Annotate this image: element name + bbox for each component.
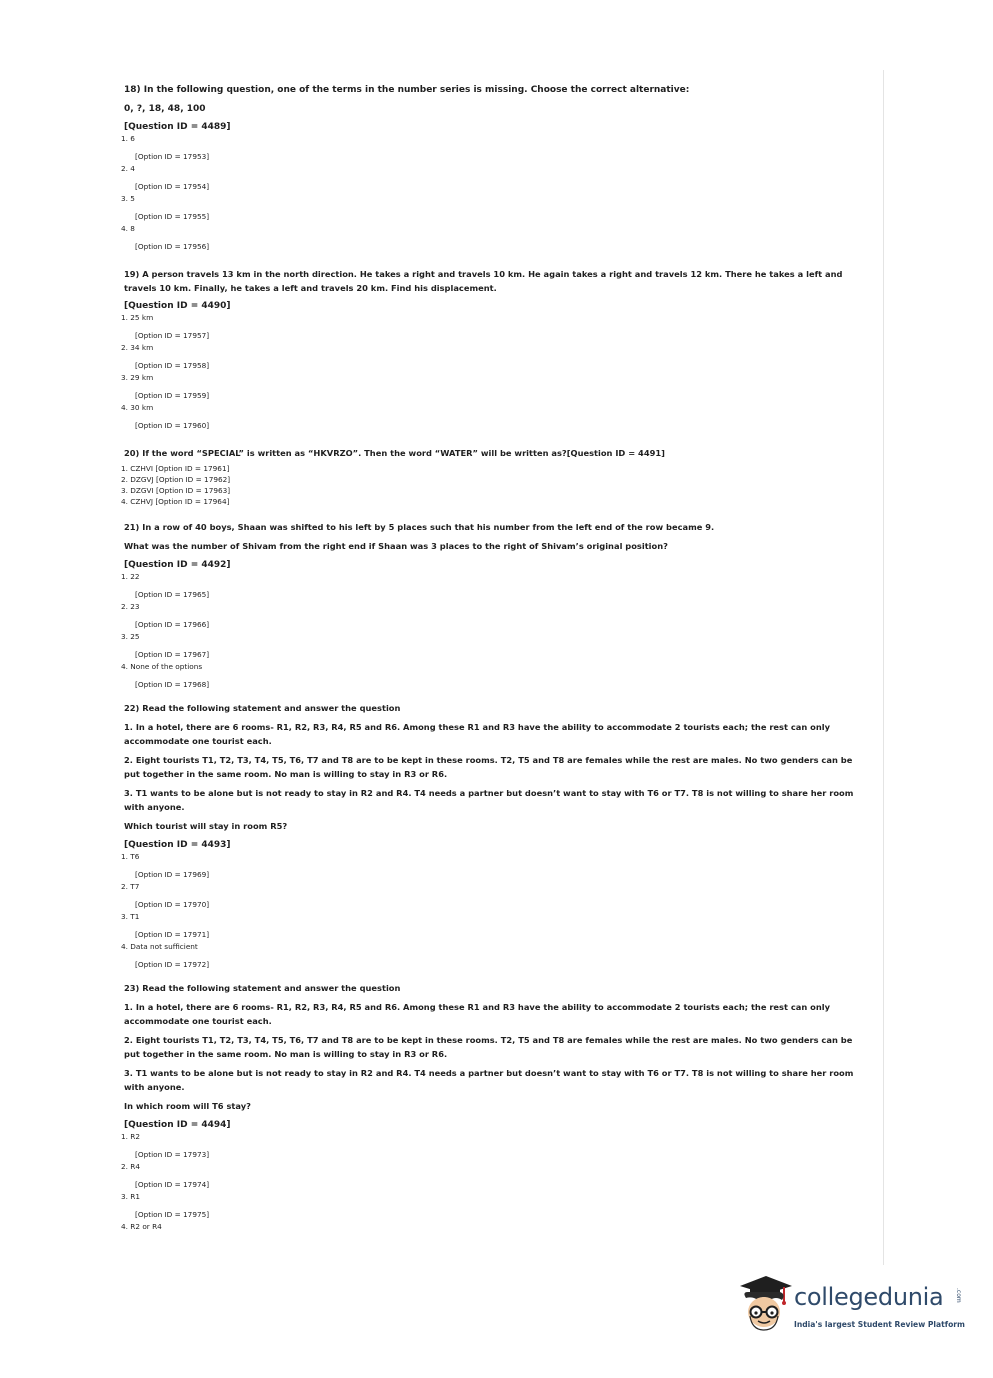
statement-3: 3. T1 wants to be alone but is not ready to stay in R2 and R4. T4 needs a partner but doesn’t want to stay with T6 or T7. T8 is not willing to share her room with anyone. [124,788,854,812]
option-id: [Option ID = 17957] [135,331,210,340]
option-id: [Option ID = 17958] [135,361,210,370]
question-id: [Question ID = 4489] [124,122,231,132]
option-id: [Option ID = 17955] [135,212,210,221]
student-mascot-icon [736,1272,792,1338]
option-label: 3. R1 [121,1191,140,1201]
question-id: [Question ID = 4490] [124,301,231,311]
option-label: 1. T6 [121,851,140,861]
option-label: 4. 30 km [121,403,154,412]
question-text: 18) In the following question, one of the terms in the number series is missing. Choose the correct alternative: [124,85,690,95]
option-label: 2. 23 [121,601,140,611]
option-id: [Option ID = 17972] [135,959,210,969]
question-19 [121,268,869,431]
statement-1: 1. In a hotel, there are 6 rooms- R1, R2, R3, R4, R5 and R6. Among these R1 and R3 have the ability to accommodate 2 tourists each; the rest can only accommodate one tourist each. [124,1002,831,1026]
page-edge [883,70,884,1265]
option-label: 4. None of the options [121,661,203,671]
option-id: [Option ID = 17966] [135,619,210,629]
option-id: [Option ID = 17959] [135,391,210,400]
question-subtext: What was the number of Shivam from the right end if Shaan was 3 places to the right of Shivam’s original position? [124,541,668,551]
statement-2: 2. Eight tourists T1, T2, T3, T4, T5, T6, T7 and T8 are to be kept in these rooms. T2, T5 and T8 are females while the rest are males. No two genders can be put together in the same room. No man is willing to stay in R3 or R6. [124,1035,853,1059]
option-id: [Option ID = 17975] [135,1209,210,1219]
option-id: [Option ID = 17971] [135,929,210,939]
question-ask: Which tourist will stay in room R5? [124,821,288,831]
question-id: [Question ID = 4492] [124,559,231,570]
option-id: [Option ID = 17965] [135,589,210,599]
option-inline: 4. CZHVJ [Option ID = 17964] [121,496,230,506]
option-id: [Option ID = 17970] [135,899,210,909]
option-inline: 3. DZGVI [Option ID = 17963] [121,485,231,495]
option-id: [Option ID = 17969] [135,869,210,879]
statement-1: 1. In a hotel, there are 6 rooms- R1, R2, R3, R4, R5 and R6. Among these R1 and R3 have the ability to accommodate 2 tourists each; the rest can only accommodate one tourist each. [124,722,831,746]
option-label: 1. 25 km [121,313,154,322]
question-21 [121,521,869,690]
option-id: [Option ID = 17960] [135,421,210,430]
option-label: 4. R2 or R4 [121,1221,162,1231]
option-id: [Option ID = 17954] [135,182,210,191]
logo-suffix: .com [955,1288,962,1303]
option-label: 1. 6 [121,134,135,143]
question-ask: In which room will T6 stay? [124,1101,251,1111]
question-text: 19) A person travels 13 km in the north direction. He takes a right and travels 10 km. He again takes a right and travels 12 km. There he takes a left and travels 10 km. Finally, he takes a left and travels 20 km. Find his displacement. [124,269,843,293]
question-22 [121,702,869,970]
option-label: 2. 4 [121,164,135,173]
question-paper [121,84,869,1232]
option-inline: 1. CZHVI [Option ID = 17961] [121,463,230,473]
question-text: 23) Read the following statement and answer the question [124,982,401,993]
number-series: 0, ?, 18, 48, 100 [124,104,206,114]
option-inline: 2. DZGVJ [Option ID = 17962] [121,474,231,484]
question-18 [121,84,869,252]
option-label: 2. T7 [121,881,140,891]
question-text: 22) Read the following statement and answer the question [124,702,401,713]
option-id: [Option ID = 17973] [135,1149,210,1159]
statement-2: 2. Eight tourists T1, T2, T3, T4, T5, T6, T7 and T8 are to be kept in these rooms. T2, T5 and T8 are females while the rest are males. No two genders can be put together in the same room. No man is willing to stay in R3 or R6. [124,755,853,779]
question-text: 21) In a row of 40 boys, Shaan was shifted to his left by 5 places such that his number from the left end of the row became 9. [124,521,715,532]
option-id: [Option ID = 17956] [135,242,210,251]
option-id: [Option ID = 17953] [135,152,210,161]
question-id: [Question ID = 4494] [124,1119,231,1130]
logo-tagline: India's largest Student Review Platform [794,1320,965,1329]
option-label: 3. 25 [121,631,140,641]
option-label: 1. R2 [121,1131,140,1141]
option-label: 1. 22 [121,571,140,581]
option-id: [Option ID = 17974] [135,1179,210,1189]
collegedunia-logo[interactable] [736,1272,966,1342]
option-label: 4. 8 [121,224,135,233]
option-label: 3. T1 [121,911,140,921]
question-text: 20) If the word “SPECIAL” is written as “HKVRZO”. Then the word “WATER” will be written as?[Question ID = 4491] [124,448,665,458]
option-label: 2. R4 [121,1161,140,1171]
option-label: 4. Data not sufficient [121,941,198,951]
statement-3: 3. T1 wants to be alone but is not ready to stay in R2 and R4. T4 needs a partner but doesn’t want to stay with T6 or T7. T8 is not willing to share her room with anyone. [124,1068,854,1092]
option-id: [Option ID = 17968] [135,679,210,689]
option-label: 3. 5 [121,194,135,203]
question-id: [Question ID = 4493] [124,839,231,850]
option-label: 2. 34 km [121,343,154,352]
question-20 [121,447,869,507]
logo-wordmark: collegedunia [794,1283,944,1311]
option-label: 3. 29 km [121,373,154,382]
option-id: [Option ID = 17967] [135,649,210,659]
question-23 [121,982,869,1232]
